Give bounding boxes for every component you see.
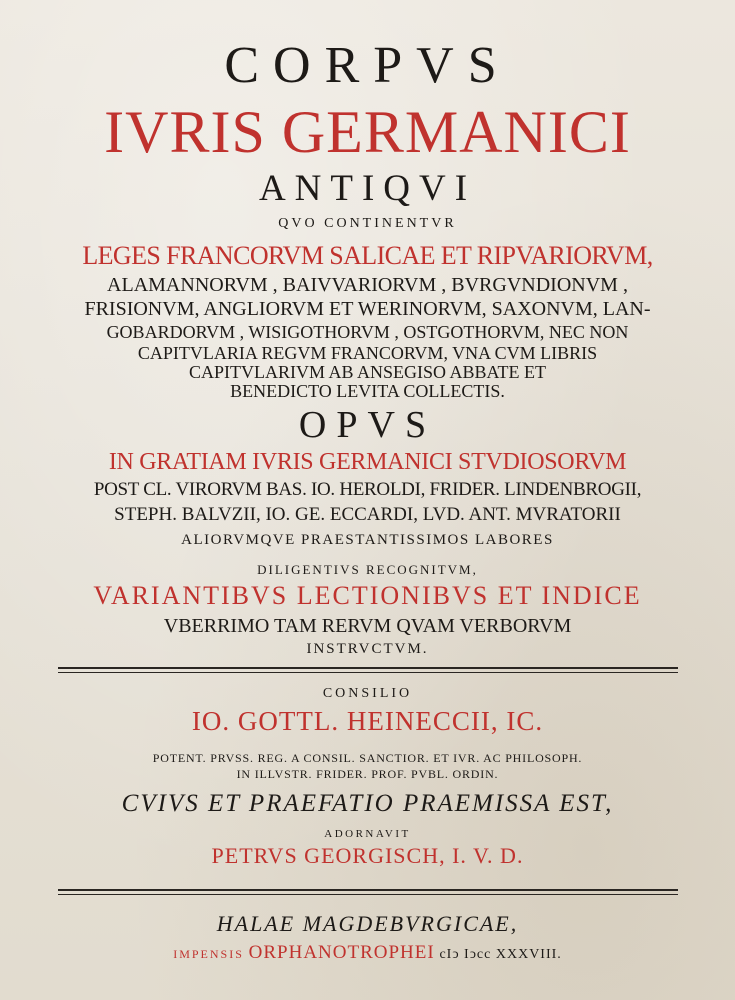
imprint-place: HALAE MAGDEBVRGICAE, xyxy=(216,911,519,936)
laws-line-2: ALAMANNORVM , BAIVVARIORVM , BVRGVNDIONVM , xyxy=(107,274,628,296)
opus-red-line: IN GRATIAM IVRIS GERMANICI STVDIOSORVM xyxy=(108,449,627,475)
laws-red-line: LEGES FRANCORVM SALICAE ET RIPVARIORVM, xyxy=(82,241,653,270)
imprint-publisher: ORPHANOTROPHEI xyxy=(248,942,435,963)
opus-line-2: STEPH. BALVZII, IO. GE. ECCARDI, LVD. ANT. MVRATORII xyxy=(114,504,621,525)
opus-line-1: POST CL. VIRORVM BAS. IO. HEROLDI, FRIDER. LINDENBROGII, xyxy=(93,479,642,500)
imprint-year: cIↄ Iↄcc XXXVIII. xyxy=(439,947,562,962)
divider-upper xyxy=(58,667,678,669)
opus-line-6: INSTRVCTVM. xyxy=(306,641,429,657)
imprint-line xyxy=(0,940,735,968)
divider-lower xyxy=(58,889,678,891)
divider-upper-thin xyxy=(58,672,678,673)
consilio-line: CONSILIO xyxy=(322,686,413,701)
opus-line-3: ALIORVMQVE PRAESTANTISSIMOS LABORES xyxy=(181,532,554,548)
laws-line-5: CAPITVLARIA REGVM FRANCORVM, VNA CVM LIBRIS xyxy=(137,343,598,363)
divider-lower-thin xyxy=(58,894,678,895)
opus-heading: OPVS xyxy=(298,404,437,446)
title-line-antiqui: ANTIQVI xyxy=(258,168,477,209)
laws-line-6: CAPITVLARIVM AB ANSEGISO ABBATE ET xyxy=(188,362,547,382)
variants-red-line: VARIANTIBVS LECTIONIBVS ET INDICE xyxy=(93,581,642,610)
opus-line-4: DILIGENTIVS RECOGNITVM, xyxy=(257,562,478,577)
imprint-impensis: IMPENSIS xyxy=(173,947,244,961)
heineccius-name: IO. GOTTL. HEINECCII, IC. xyxy=(191,706,544,736)
title-line-iuris-germanici: IVRIS GERMANICI xyxy=(104,99,631,165)
adornavit-line: ADORNAVIT xyxy=(324,828,411,840)
laws-line-4: GOBARDORVM , WISIGOTHORVM , OSTGOTHORVM, NEC NON xyxy=(106,322,629,342)
title-line-corpus: CORPVS xyxy=(224,37,511,94)
georgisch-name: PETRVS GEORGISCH, I. V. D. xyxy=(211,843,524,868)
laws-line-3: FRISIONVM, ANGLIORVM ET WERINORVM, SAXONVM, LAN- xyxy=(84,298,651,320)
intro-line: QVO CONTINENTVR xyxy=(278,216,457,231)
opus-line-5: VBERRIMO TAM RERVM QVAM VERBORVM xyxy=(163,615,572,637)
preface-line: CVIVS ET PRAEFATIO PRAEMISSA EST, xyxy=(121,790,614,817)
editor-titles-1: POTENT. PRVSS. REG. A CONSIL. SANCTIOR. ET IVR. AC PHILOSOPH. xyxy=(152,751,583,765)
editor-titles-2: IN ILLVSTR. FRIDER. PROF. PVBL. ORDIN. xyxy=(236,767,499,781)
laws-line-7: BENEDICTO LEVITA COLLECTIS. xyxy=(230,381,505,401)
